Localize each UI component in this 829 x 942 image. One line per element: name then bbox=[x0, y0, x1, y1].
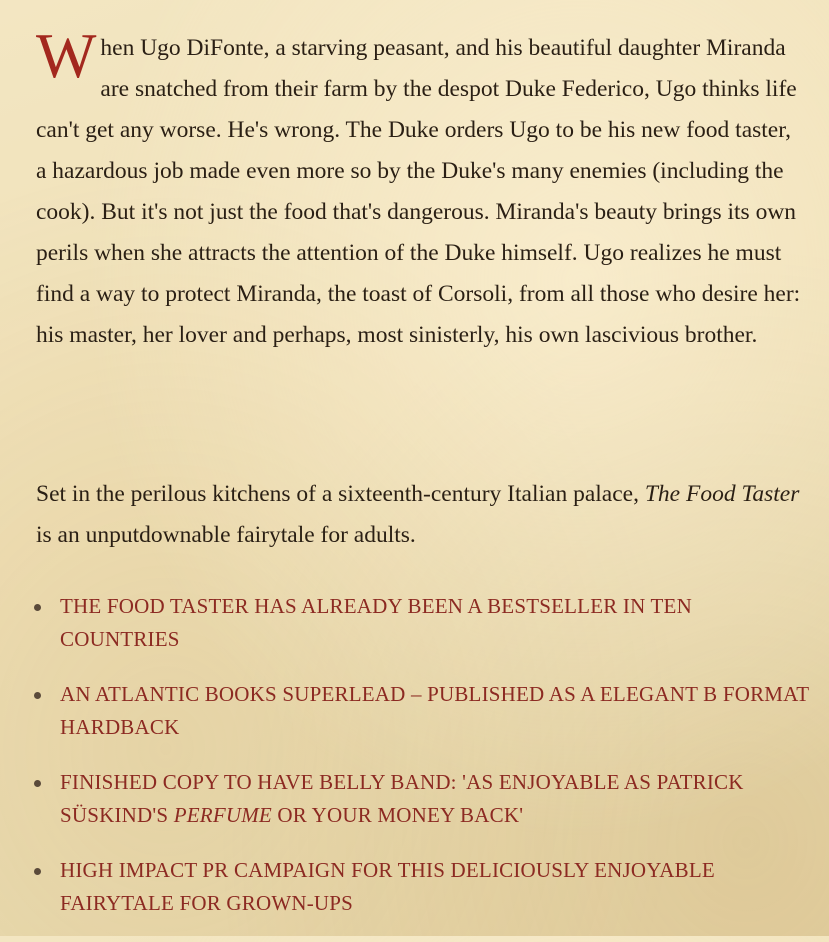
perfume-title-italic: PERFUME bbox=[173, 803, 272, 827]
synopsis-paragraph bbox=[36, 20, 806, 356]
synopsis-text: hen Ugo DiFonte, a starving peasant, and his beautiful daughter Miranda are snatched from their farm by the despot Duke Federico, Ugo thinks life can't get any worse. He's wrong. The Duke orders Ugo to be his new food taster, a hazardous job made even more so by the Duke's many enemies (including the cook). But it's not just the food that's dangerous. Miranda's beauty brings its own perils when she attracts the attention of the Duke himself. Ugo realizes he must find a way to protect Miranda, the toast of Corsoli, from all those who desire her: his master, her lover and perhaps, most sinisterly, his own lascivious brother. bbox=[36, 35, 801, 348]
drop-cap: W bbox=[36, 20, 97, 91]
bullet-text-after: OR YOUR MONEY BACK' bbox=[271, 803, 524, 827]
bullet-icon bbox=[34, 780, 41, 787]
selling-points-list bbox=[30, 590, 810, 942]
bullet-icon bbox=[34, 604, 41, 611]
list-item bbox=[30, 854, 810, 920]
bullet-text: HIGH IMPACT PR CAMPAIGN FOR THIS DELICIOUSLY ENJOYABLE FAIRYTALE FOR GROWN-UPS bbox=[60, 858, 715, 915]
list-item bbox=[30, 678, 810, 744]
bullet-icon bbox=[34, 868, 41, 875]
tagline-paragraph bbox=[36, 474, 806, 556]
book-title-italic: The Food Taster bbox=[644, 481, 800, 507]
bullet-icon bbox=[34, 692, 41, 699]
tagline-end: is an unputdownable fairytale for adults. bbox=[36, 522, 416, 548]
tagline-start: Set in the perilous kitchens of a sixteenth-century Italian palace, bbox=[36, 481, 645, 507]
bullet-text: AN ATLANTIC BOOKS SUPERLEAD – PUBLISHED AS A ELEGANT B FORMAT HARDBACK bbox=[60, 682, 809, 739]
list-item bbox=[30, 590, 810, 656]
bullet-text: THE FOOD TASTER HAS ALREADY BEEN A BESTSELLER IN TEN COUNTRIES bbox=[60, 594, 692, 651]
bullet-text-before: FINISHED COPY TO HAVE BELLY BAND: 'AS ENJOYABLE AS PATRICK SÜSKIND'S bbox=[60, 770, 744, 827]
list-item bbox=[30, 766, 810, 832]
bullet-text bbox=[60, 770, 744, 827]
